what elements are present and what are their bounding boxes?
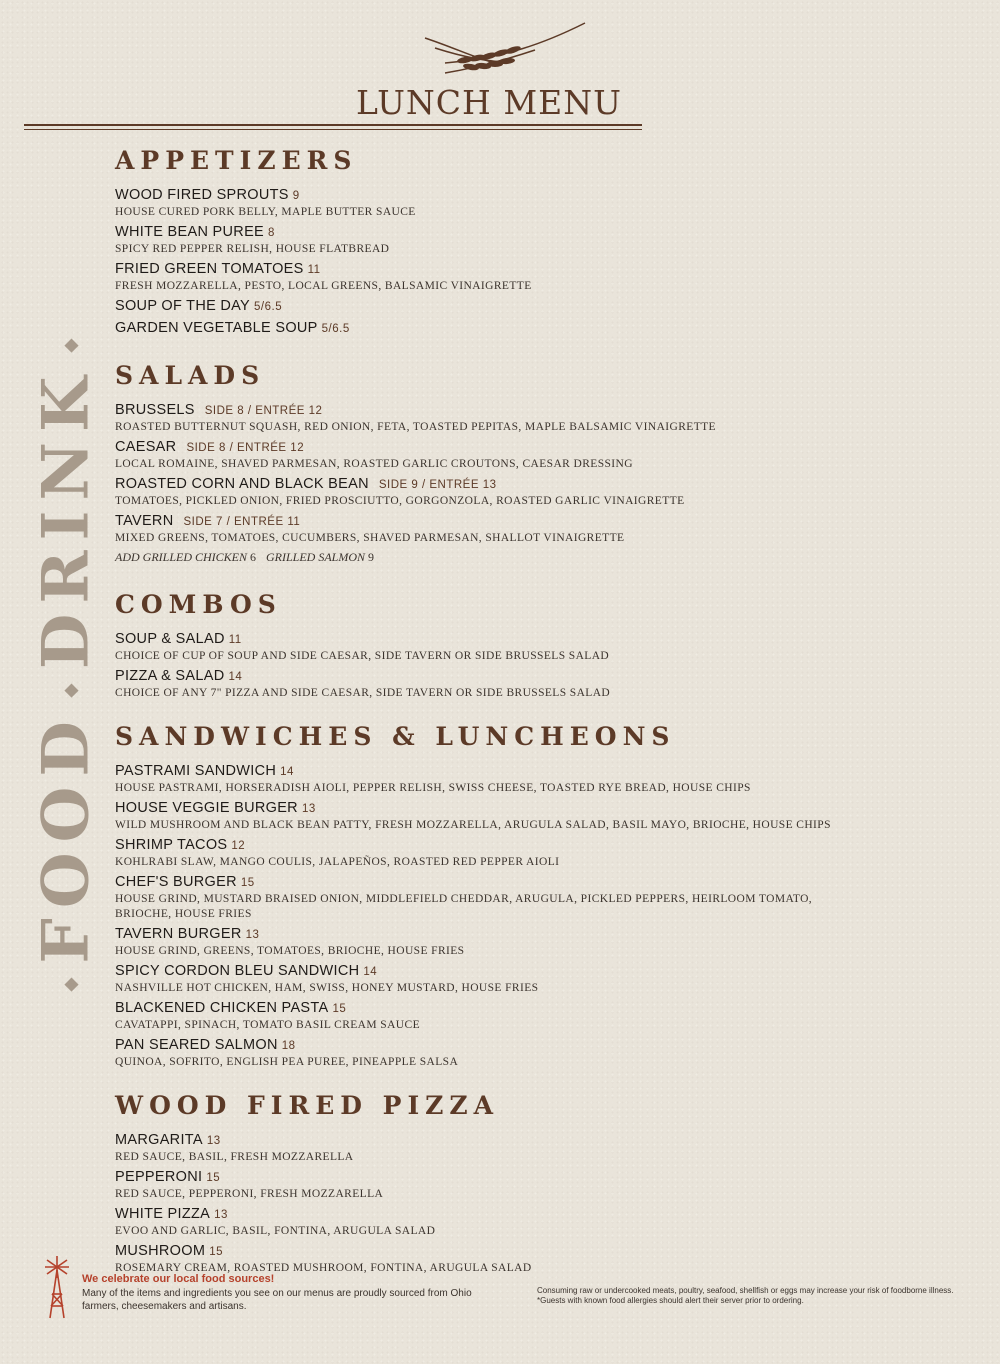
addon-price: 9: [368, 550, 375, 564]
menu-item: [115, 963, 915, 996]
item-desc: CAVATAPPI, SPINACH, TOMATO BASIL CREAM SAUCE: [115, 1019, 420, 1031]
menu-item: [115, 800, 915, 833]
item-desc: HOUSE CURED PORK BELLY, MAPLE BUTTER SAUCE: [115, 206, 416, 218]
item-price: SIDE 9 / ENTRÉE 13: [378, 479, 497, 491]
menu-item: [115, 874, 915, 922]
item-desc: CHOICE OF CUP OF SOUP AND SIDE CAESAR, SIDE TAVERN OR SIDE BRUSSELS SALAD: [115, 650, 610, 662]
item-desc: MIXED GREENS, TOMATOES, CUCUMBERS, SHAVED PARMESAN, SHALLOT VINAIGRETTE: [115, 532, 625, 544]
addon-price: 6: [250, 550, 257, 564]
menu-item: [115, 224, 915, 257]
menu-item: [115, 1243, 915, 1276]
side-banner: [29, 324, 104, 1005]
section-combos: [115, 591, 915, 701]
section-pizza: [115, 1092, 915, 1276]
item-price: 12: [231, 840, 246, 852]
section-appetizers: [115, 147, 915, 338]
item-desc: CHOICE OF ANY 7" PIZZA AND SIDE CAESAR, SIDE TAVERN OR SIDE BRUSSELS SALAD: [115, 687, 611, 699]
local-sources-body: Many of the items and ingredients you see on our menus are proudly sourced from Ohio farmers, cheesemakers and artisans.: [82, 1288, 472, 1312]
item-desc: NASHVILLE HOT CHICKEN, HAM, SWISS, HONEY MUSTARD, HOUSE FRIES: [115, 982, 539, 994]
item-desc: HOUSE PASTRAMI, HORSERADISH AIOLI, PEPPER RELISH, SWISS CHEESE, TOASTED RYE BREAD, HOUSE CHIPS: [115, 782, 751, 794]
menu-item: [115, 1037, 915, 1070]
item-name: BLACKENED CHICKEN PASTA: [115, 1000, 329, 1016]
item-desc: HOUSE GRIND, GREENS, TOMATOES, BRIOCHE, HOUSE FRIES: [115, 945, 465, 957]
local-sources-title: We celebrate our local food sources!: [82, 1273, 275, 1285]
addon-label: ADD GRILLED CHICKEN: [115, 550, 248, 564]
disclaimer-allergy: *Guests with known food allergies should alert their server prior to ordering.: [537, 1296, 804, 1305]
section-heading: WOOD FIRED PIZZA: [115, 1091, 500, 1120]
item-desc: WILD MUSHROOM AND BLACK BEAN PATTY, FRESH MOZZARELLA, ARUGULA SALAD, BASIL MAYO, BRIOCHE, HOUSE CHIPS: [115, 819, 831, 831]
item-name: SOUP OF THE DAY: [115, 298, 251, 314]
item-price: 11: [307, 264, 321, 276]
item-name: PEPPERONI: [115, 1169, 203, 1185]
item-price: SIDE 7 / ENTRÉE 11: [183, 516, 301, 528]
item-price: 9: [292, 190, 300, 202]
menu-item: [115, 402, 915, 435]
item-desc: SPICY RED PEPPER RELISH, HOUSE FLATBREAD: [115, 243, 390, 255]
section-sandwiches: [115, 723, 915, 1070]
section-heading: COMBOS: [115, 590, 282, 619]
section-heading: SALADS: [115, 361, 266, 390]
diamond-icon: [64, 338, 78, 352]
addon-label: GRILLED SALMON: [266, 550, 366, 564]
menu-item: [115, 439, 915, 472]
item-desc: FRESH MOZZARELLA, PESTO, LOCAL GREENS, BALSAMIC VINAIGRETTE: [115, 280, 532, 292]
item-price: 11: [228, 634, 242, 646]
disclaimer-foodborne: Consuming raw or undercooked meats, poultry, seafood, shellfish or eggs may increase your risk of foodborne illness.: [537, 1286, 954, 1295]
item-price: 13: [214, 1209, 228, 1221]
menu-item: [115, 298, 915, 316]
item-price: 13: [245, 929, 260, 941]
menu-item: [115, 1132, 915, 1165]
item-price: 13: [301, 803, 316, 815]
title-rule: [24, 124, 642, 126]
item-name: GARDEN VEGETABLE SOUP: [115, 320, 318, 336]
menu-item: [115, 513, 915, 546]
item-price: 15: [206, 1172, 221, 1184]
menu-item: [115, 631, 915, 664]
section-heading: SANDWICHES & LUNCHEONS: [115, 722, 676, 751]
item-price: 15: [209, 1246, 223, 1258]
item-desc: HOUSE GRIND, MUSTARD BRAISED ONION, MIDDLEFIELD CHEDDAR, ARUGULA, PICKLED PEPPERS, HEIRLOOM TOMATO, BRIOCHE, HOUSE FRIES: [115, 893, 813, 920]
item-name: TAVERN BURGER: [115, 926, 242, 942]
item-price: 5/6.5: [254, 301, 283, 313]
menu-title: LUNCH MENU: [356, 83, 622, 122]
salad-addons: [115, 550, 915, 565]
side-word-food: FOOD: [28, 711, 104, 964]
menu-item: [115, 926, 915, 959]
item-price: 15: [240, 877, 255, 889]
item-name: TAVERN: [115, 513, 174, 529]
disclaimer: [537, 1286, 957, 1306]
diamond-icon: [64, 978, 78, 992]
wheat-icon: [415, 18, 590, 88]
item-desc: RED SAUCE, PEPPERONI, FRESH MOZZARELLA: [115, 1188, 384, 1200]
item-desc: RED SAUCE, BASIL, FRESH MOZZARELLA: [115, 1151, 354, 1163]
item-price: 14: [228, 671, 243, 683]
menu-content: [115, 145, 915, 1280]
menu-item: [115, 187, 915, 220]
side-word-drink: DRINK: [28, 366, 104, 670]
item-desc: KOHLRABI SLAW, MANGO COULIS, JALAPEÑOS, ROASTED RED PEPPER AIOLI: [115, 856, 560, 868]
item-price: 13: [206, 1135, 221, 1147]
item-desc: QUINOA, SOFRITO, ENGLISH PEA PUREE, PINEAPPLE SALSA: [115, 1056, 459, 1068]
menu-item: [115, 261, 915, 294]
item-name: CHEF'S BURGER: [115, 874, 237, 890]
item-desc: TOMATOES, PICKLED ONION, FRIED PROSCIUTTO, GORGONZOLA, ROASTED GARLIC VINAIGRETTE: [115, 495, 685, 507]
item-name: PASTRAMI SANDWICH: [115, 763, 277, 779]
windmill-icon: [42, 1254, 72, 1320]
item-price: SIDE 8 / ENTRÉE 12: [204, 405, 323, 417]
item-price: 18: [281, 1040, 296, 1052]
item-desc: ROASTED BUTTERNUT SQUASH, RED ONION, FETA, TOASTED PEPITAS, MAPLE BALSAMIC VINAIGRETTE: [115, 421, 716, 433]
menu-item: [115, 1169, 915, 1202]
item-price: 15: [332, 1003, 347, 1015]
item-name: SHRIMP TACOS: [115, 837, 228, 853]
menu-item: [115, 476, 915, 509]
item-name: SOUP & SALAD: [115, 631, 225, 647]
item-name: MARGARITA: [115, 1132, 203, 1148]
menu-item: [115, 668, 915, 701]
menu-item: [115, 1206, 915, 1239]
item-name: PAN SEARED SALMON: [115, 1037, 278, 1053]
menu-item: [115, 1000, 915, 1033]
item-name: WHITE BEAN PUREE: [115, 224, 265, 240]
item-name: ROASTED CORN AND BLACK BEAN: [115, 476, 369, 492]
item-name: SPICY CORDON BLEU SANDWICH: [115, 963, 360, 979]
item-price: SIDE 8 / ENTRÉE 12: [186, 442, 305, 454]
item-price: 14: [280, 766, 294, 778]
item-price: 8: [268, 227, 275, 239]
item-name: BRUSSELS: [115, 402, 195, 418]
item-name: HOUSE VEGGIE BURGER: [115, 800, 298, 816]
item-name: FRIED GREEN TOMATOES: [115, 261, 304, 277]
item-name: PIZZA & SALAD: [115, 668, 225, 684]
section-heading: APPETIZERS: [115, 146, 358, 175]
item-name: CAESAR: [115, 439, 177, 455]
diamond-icon: [64, 683, 78, 697]
menu-item: [115, 837, 915, 870]
title-rule-thin: [24, 129, 642, 130]
menu-item: [115, 763, 915, 796]
item-desc: LOCAL ROMAINE, SHAVED PARMESAN, ROASTED GARLIC CROUTONS, CAESAR DRESSING: [115, 458, 633, 470]
item-desc: EVOO AND GARLIC, BASIL, FONTINA, ARUGULA SALAD: [115, 1225, 436, 1237]
menu-item: [115, 320, 915, 338]
item-desc: ROSEMARY CREAM, ROASTED MUSHROOM, FONTINA, ARUGULA SALAD: [115, 1262, 532, 1274]
section-salads: [115, 362, 915, 565]
item-name: WOOD FIRED SPROUTS: [115, 187, 289, 203]
item-name: MUSHROOM: [115, 1243, 206, 1259]
item-name: WHITE PIZZA: [115, 1206, 211, 1222]
item-price: 5/6.5: [321, 323, 350, 335]
item-price: 14: [363, 966, 378, 978]
